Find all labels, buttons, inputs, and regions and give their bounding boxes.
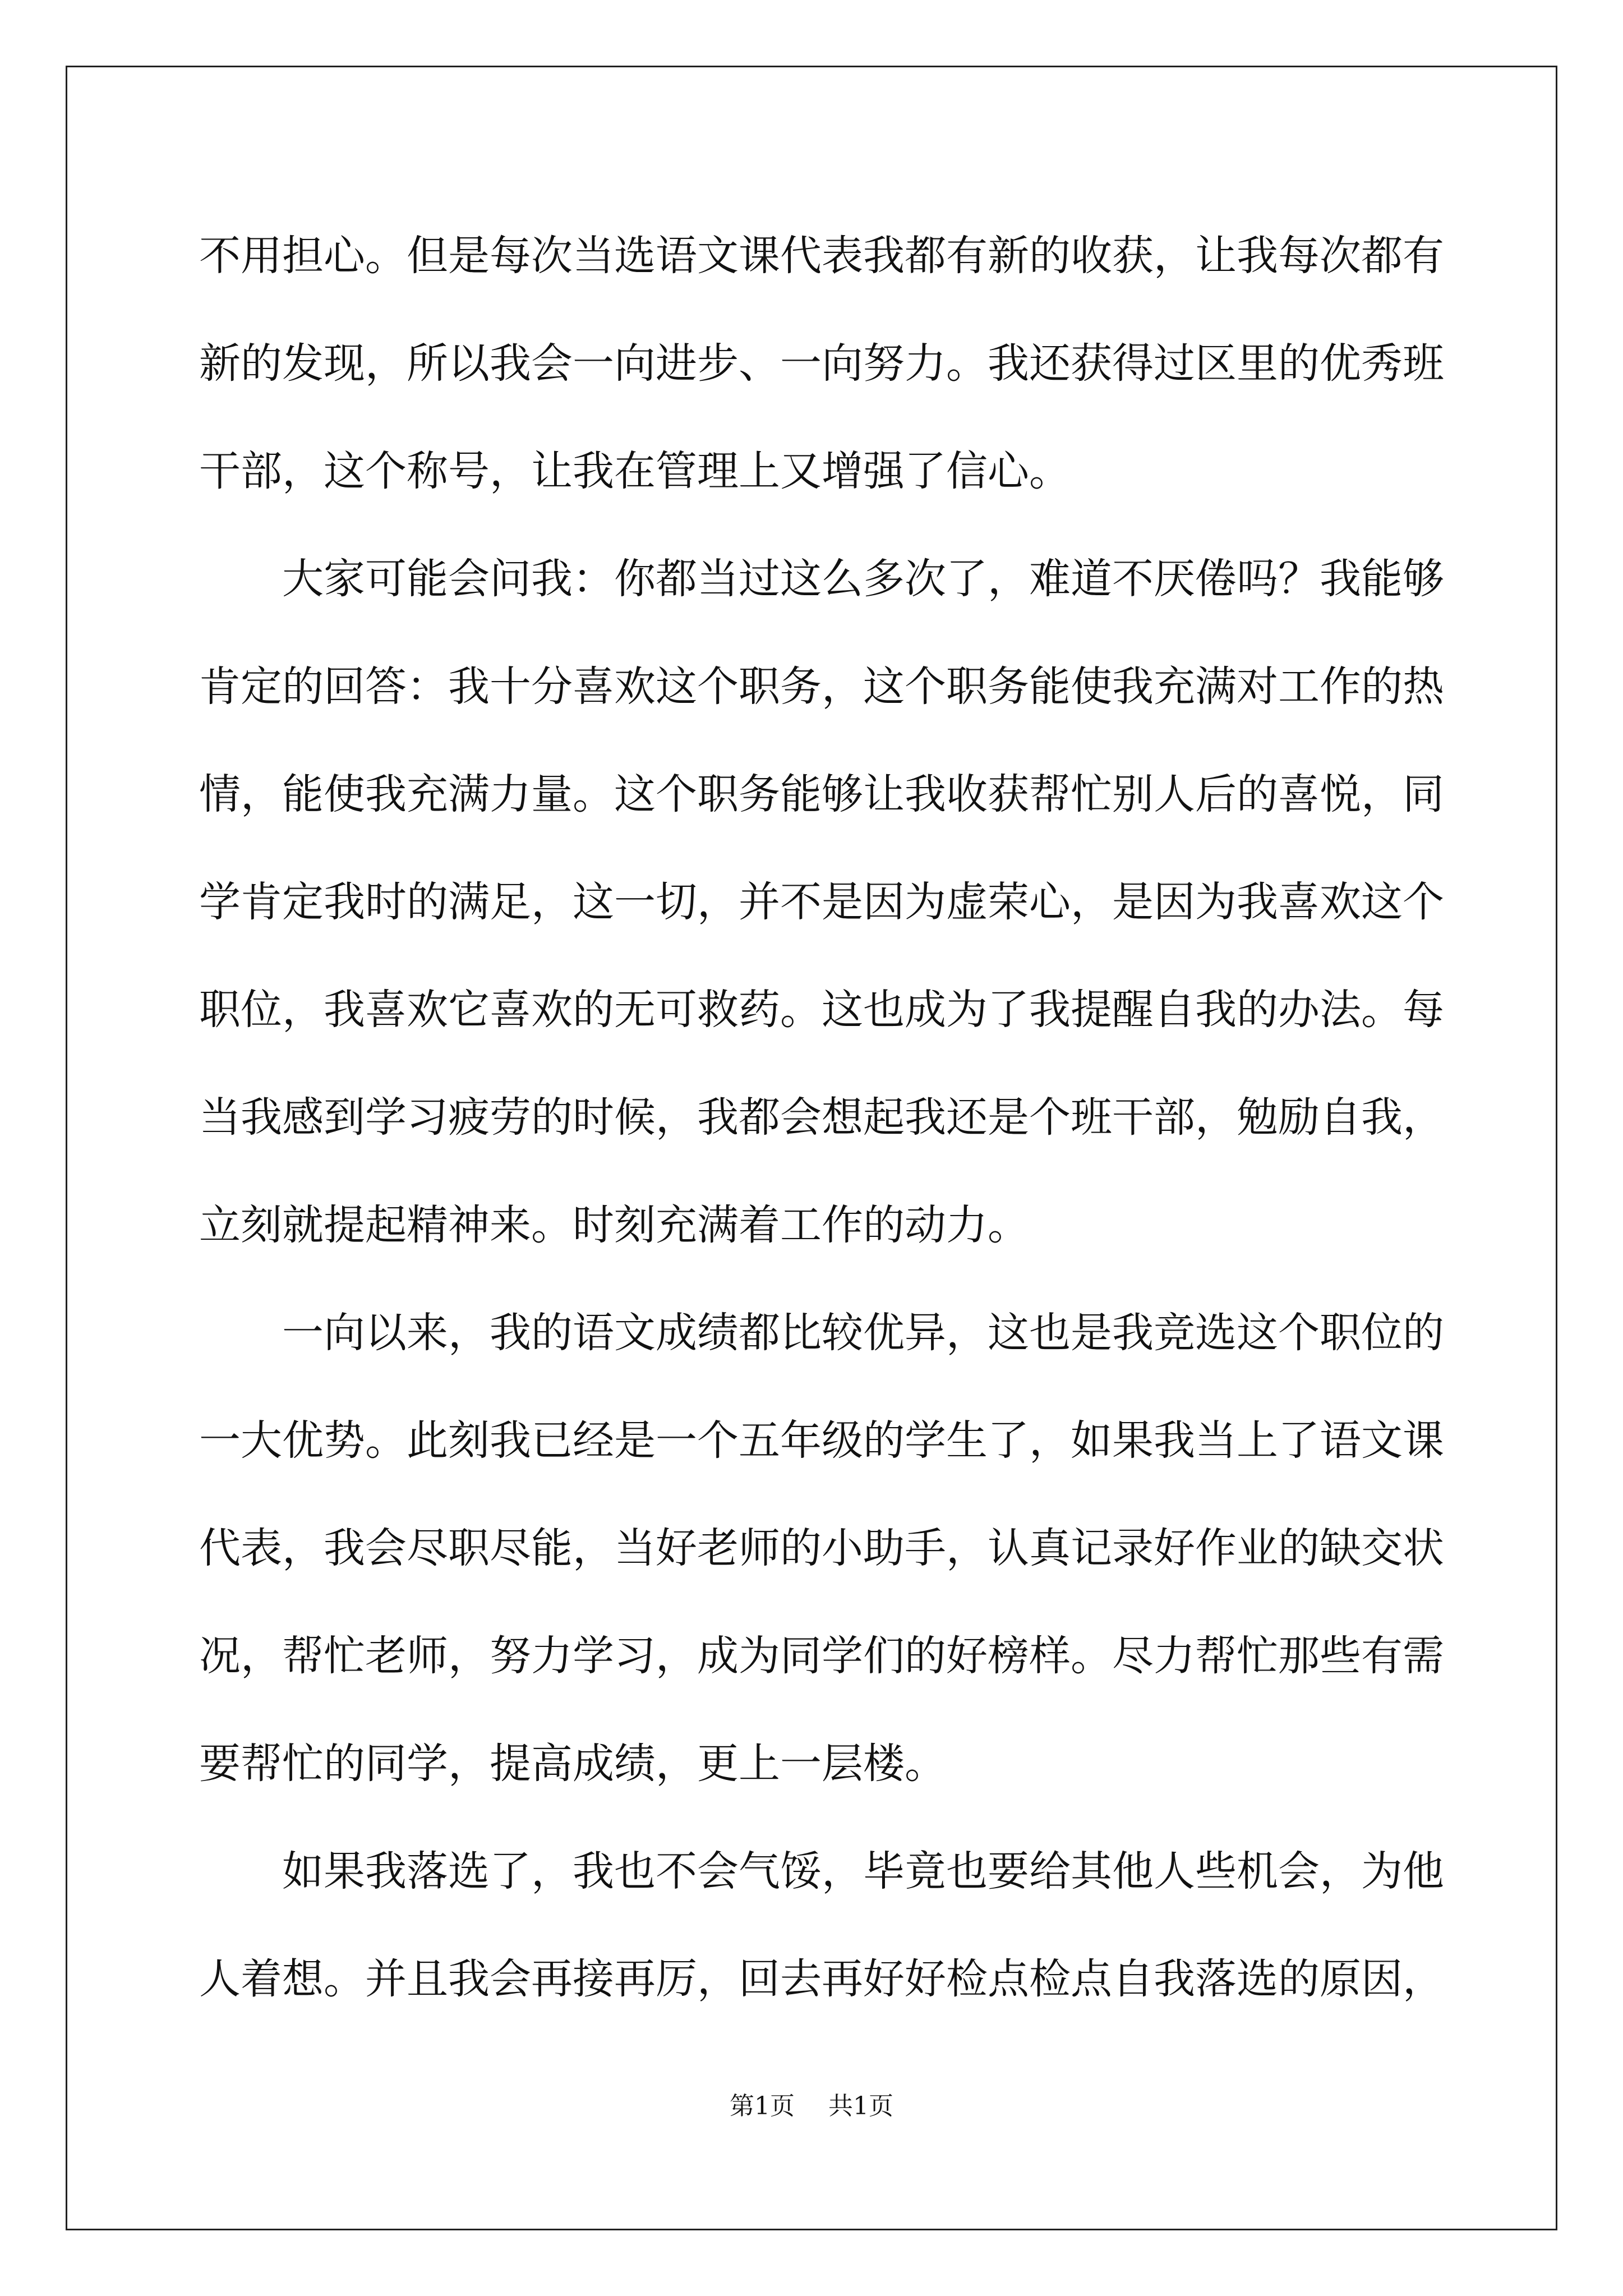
text-line-3: 干部，这个称号，让我在管理上又增强了信心。 [199, 447, 1071, 495]
text-line-8: 职位，我喜欢它喜欢的无可救药。这也成为了我提醒自我的办法。每 [199, 986, 1444, 1034]
text-line-14: 况，帮忙老师，努力学习，成为同学们的好榜样。尽力帮忙那些有需 [199, 1632, 1444, 1680]
text-line-7: 学肯定我时的满足，这一切，并不是因为虚荣心，是因为我喜欢这个 [199, 878, 1444, 926]
text-line-11: 一向以来，我的语文成绩都比较优异，这也是我竞选这个职位的 [282, 1309, 1444, 1357]
page-total: 共1页 [828, 2092, 893, 2120]
text-line-2: 新的发现，所以我会一向进步、一向努力。我还获得过区里的优秀班 [199, 339, 1444, 388]
text-line-1: 不用担心。但是每次当选语文课代表我都有新的收获，让我每次都有 [199, 232, 1444, 280]
page-number: 第1页 [730, 2092, 795, 2120]
text-line-12: 一大优势。此刻我已经是一个五年级的学生了，如果我当上了语文课 [199, 1416, 1444, 1465]
text-line-10: 立刻就提起精神来。时刻充满着工作的动力。 [199, 1201, 1029, 1249]
page-footer [0, 2090, 1623, 2123]
text-line-13: 代表，我会尽职尽能，当好老师的小助手，认真记录好作业的缺交状 [199, 1524, 1444, 1572]
document-body [199, 202, 1444, 2033]
text-line-15: 要帮忙的同学，提高成绩，更上一层楼。 [199, 1740, 946, 1788]
text-line-5: 肯定的回答：我十分喜欢这个职务，这个职务能使我充满对工作的热 [199, 662, 1444, 711]
text-line-9: 当我感到学习疲劳的时候，我都会想起我还是个班干部，勉励自我， [199, 1093, 1444, 1142]
text-line-17: 人着想。并且我会再接再厉，回去再好好检点检点自我落选的原因， [199, 1955, 1444, 2003]
text-line-16: 如果我落选了，我也不会气馁，毕竟也要给其他人些机会，为他 [282, 1847, 1444, 1895]
text-line-4: 大家可能会问我：你都当过这么多次了，难道不厌倦吗？我能够 [282, 555, 1444, 603]
text-line-6: 情，能使我充满力量。这个职务能够让我收获帮忙别人后的喜悦，同 [199, 770, 1444, 818]
